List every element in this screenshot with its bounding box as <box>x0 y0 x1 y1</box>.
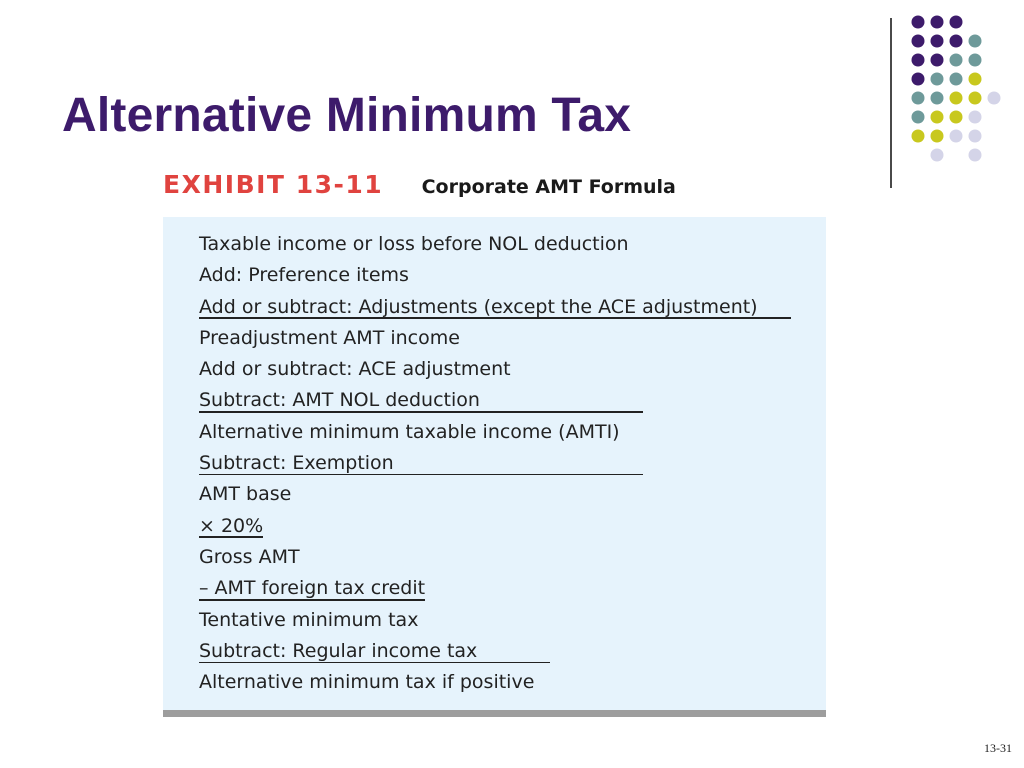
formula-line: Add or subtract: Adjustments (except the ACE adjustment) <box>199 292 758 323</box>
formula-line-text: – AMT foreign tax credit <box>199 573 425 604</box>
formula-line <box>199 573 758 604</box>
dot-teal <box>931 73 944 86</box>
formula-line: Add or subtract: ACE adjustment <box>199 358 511 381</box>
dot-yellow <box>931 130 944 143</box>
dot-lavender <box>969 111 982 124</box>
dot-yellow <box>950 92 963 105</box>
formula-list <box>199 229 758 698</box>
formula-line: Subtract: AMT NOL deduction <box>199 385 758 416</box>
exhibit-label: EXHIBIT 13-11 <box>163 170 384 199</box>
slide-number: 13-31 <box>984 741 1012 755</box>
formula-line: Subtract: Regular income tax <box>199 636 758 667</box>
dot-purple <box>950 35 963 48</box>
dot-teal <box>931 92 944 105</box>
dot-teal <box>969 54 982 67</box>
formula-line: Preadjustment AMT income <box>199 326 460 349</box>
formula-line: Subtract: Exemption <box>199 448 758 479</box>
dot-purple <box>931 16 944 29</box>
dot-yellow <box>931 111 944 124</box>
dot-yellow <box>912 130 925 143</box>
formula-line <box>199 511 758 542</box>
dot-lavender <box>950 130 963 143</box>
dot-yellow <box>969 73 982 86</box>
dot-lavender <box>969 130 982 143</box>
dot-lavender <box>969 149 982 162</box>
dot-lavender <box>988 92 1001 105</box>
exhibit-formula-box <box>163 217 826 717</box>
slide-title: Alternative Minimum Tax <box>62 89 632 142</box>
dot-purple <box>912 16 925 29</box>
formula-line: Gross AMT <box>199 545 300 568</box>
formula-line: Tentative minimum tax <box>199 608 419 631</box>
dot-purple <box>931 35 944 48</box>
dot-teal <box>969 35 982 48</box>
formula-line-text: × 20% <box>199 511 263 542</box>
dot-teal <box>950 54 963 67</box>
dot-lavender <box>931 149 944 162</box>
dot-yellow <box>969 92 982 105</box>
formula-line: Alternative minimum taxable income (AMTI) <box>199 420 620 443</box>
formula-line: AMT base <box>199 483 292 506</box>
dot-purple <box>950 16 963 29</box>
vertical-divider <box>890 18 892 188</box>
dot-purple <box>931 54 944 67</box>
dot-purple <box>912 35 925 48</box>
formula-line: Add: Preference items <box>199 264 409 287</box>
exhibit-header <box>163 170 676 199</box>
dot-purple <box>912 73 925 86</box>
exhibit-title: Corporate AMT Formula <box>421 176 676 198</box>
formula-line: Alternative minimum tax if positive <box>199 671 535 694</box>
dot-yellow <box>950 111 963 124</box>
dot-purple <box>912 54 925 67</box>
formula-line: Taxable income or loss before NOL deduction <box>199 233 629 255</box>
dot-teal <box>912 92 925 105</box>
dot-teal <box>912 111 925 124</box>
dot-teal <box>950 73 963 86</box>
